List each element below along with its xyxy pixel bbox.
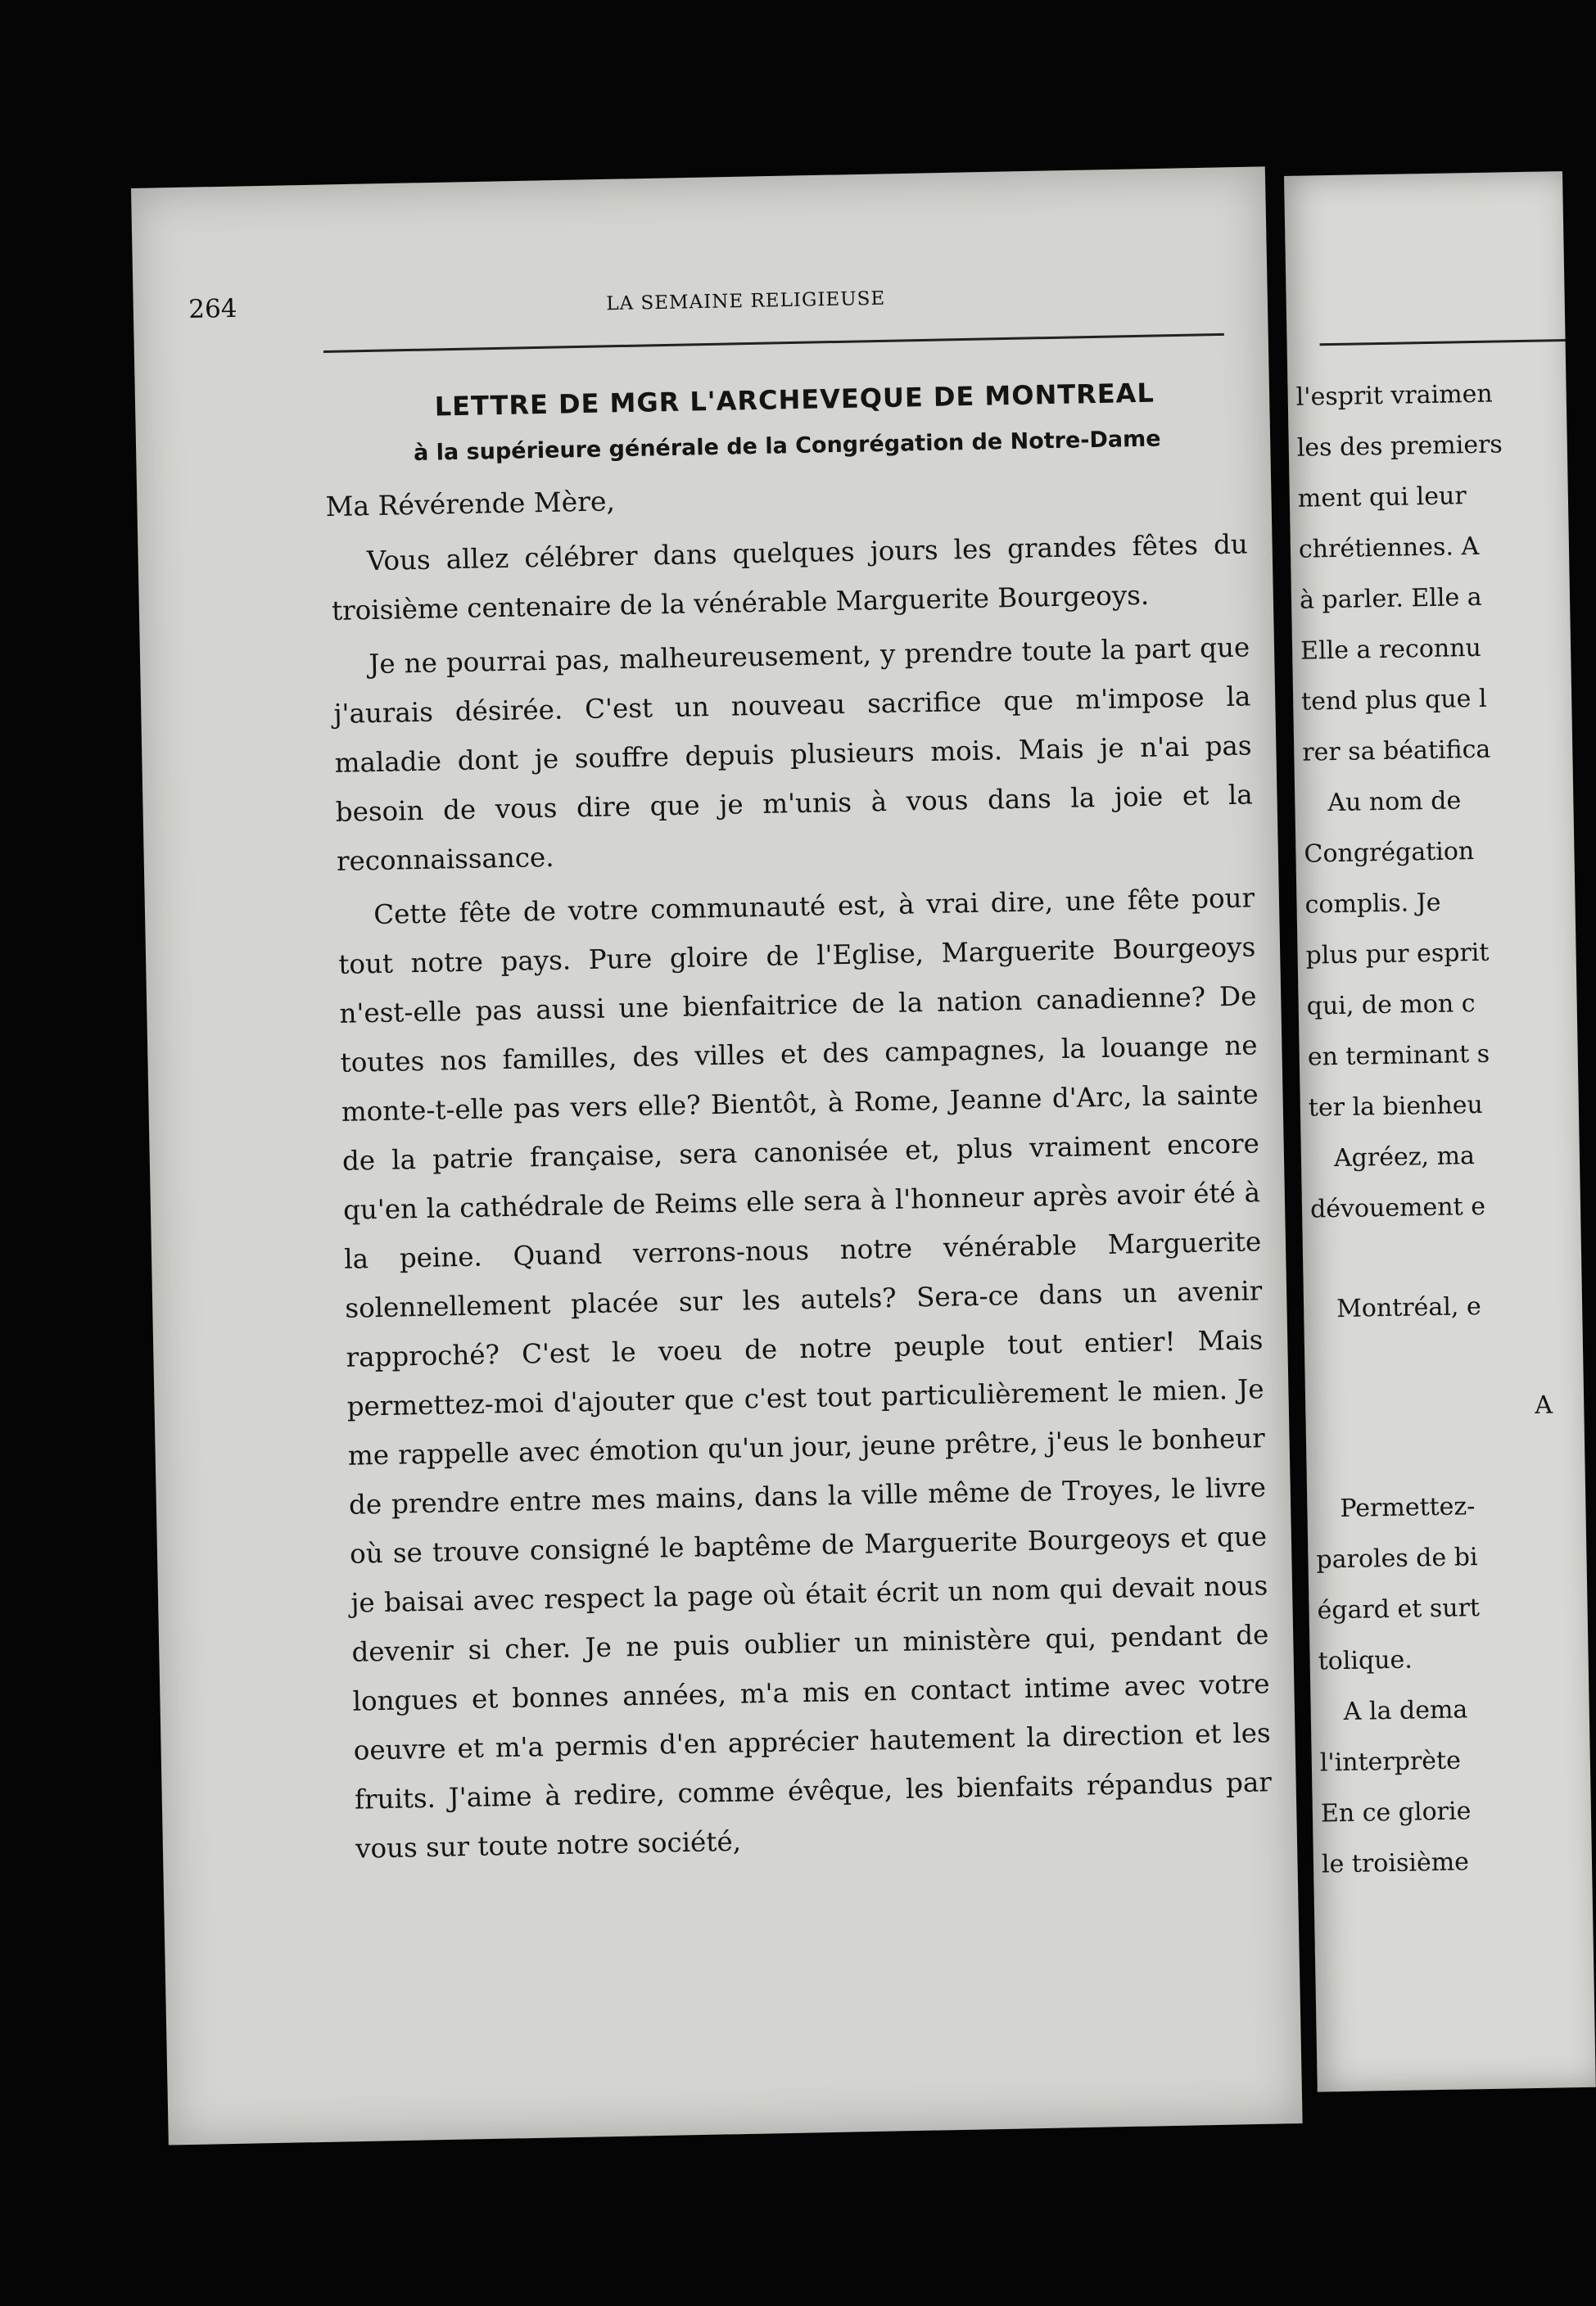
text-line: Elle a reconnu [1300,633,1482,666]
text-line: Au nom de [1327,786,1462,818]
text-line: l'esprit vraimen [1295,379,1494,412]
text-line: l'interprète [1319,1746,1462,1778]
right-header-rule [1320,339,1566,346]
text-line: tolique. [1318,1645,1413,1676]
right-page [1284,171,1596,2092]
text-line: qui, de mon c [1306,989,1476,1021]
letter-subtitle: à la supérieure générale de la Congrégation de Notre-Dame [413,426,1161,466]
right-page-text [1295,369,1567,1891]
text-line: ment qui leur [1297,482,1467,513]
text-line: Permettez- [1340,1492,1476,1524]
text-line: chrétiennes. A [1298,531,1480,564]
text-line: Montréal, e [1336,1292,1481,1324]
text-line: le troisième [1321,1847,1470,1879]
text-line: les des premiers [1296,430,1503,463]
text-line: en terminant s [1307,1039,1490,1072]
text-line: égard et surt [1317,1594,1481,1626]
salutation: Ma Révérende Mère, [325,485,616,523]
text-gap [1311,1231,1558,1284]
text-line: rer sa béatifica [1301,735,1491,767]
paragraph: Vous allez célébrer dans quelques jours les grandes fêtes du troisième centenaire de la vénérable Marguerite Bourgeoys. [331,528,1249,626]
text-gap [1314,1431,1561,1484]
text-line: ter la bienheu [1308,1090,1484,1123]
running-title: LA SEMAINE RELIGIEUSE [606,287,886,315]
text-line: à parler. Elle a [1299,582,1482,615]
text-line: tend plus que l [1300,684,1487,717]
text-line: En ce glorie [1320,1797,1472,1829]
text-line: Agréez, ma [1333,1142,1476,1173]
text-line: A la dema [1343,1695,1468,1727]
paragraph: Cette fête de votre communauté est, à vrai dire, une fête pour tout notre pays. Pure gloire de l'Eglise, Marguerite Bourgeoys n'est-elle pas aussi une bienfaitrice de la nation canadienne? De toutes nos familles, des villes et des campagnes, la louange ne monte-t-elle pas vers elle? Bientôt, à Rome, Jeanne d'Arc, la sainte de la patrie française, sera canonisée et, plus vraiment encore qu'en la cathédrale de Reims elle sera à l'honneur après avoir été à la peine. Quand verrons-nous notre vénérable Marguerite solennellement placée sur les autels? Sera-ce dans un avenir rapproché? C'est le voeu de notre peuple tout entier! Mais permettez-moi d'ajouter que c'est tout particulièrement le mien. Je me rappelle avec émotion qu'un jour, jeune prêtre, j'eus le bonheur de prendre entre mes mains, dans la ville même de Troyes, le livre où se trouve consigné le baptême de Marguerite Bourgeoys et que je baisai avec respect la page où était écrit un nom qui devait nous devenir si cher. Je ne puis oublier un ministère qui, pendant de longues et bonnes années, m'a mis en contact intime avec votre oeuvre et m'a permis d'en apprécier hautement la direction et les fruits. J'aime à redire, comme évêque, les bienfaits répandus par vous sur toute notre société, [338,882,1273,1865]
page-number: 264 [188,293,237,324]
paragraph: Je ne pourrai pas, malheureusement, y prendre toute la part que j'aurais désirée. C'est un nouveau sacrifice que m'impose la maladie dont je souffre depuis plusieurs mois. Mais je n'ai pas besoin de vous dire que je m'unis à vous dans la joie et la reconnaissance. [333,631,1253,877]
text-line: complis. Je [1304,888,1441,920]
letter-title: LETTRE DE MGR L'ARCHEVEQUE DE MONTREAL [434,377,1155,423]
letter [325,375,1273,1878]
text-line: plus pur esprit [1305,938,1490,970]
text-line: dévouement e [1309,1191,1486,1224]
text-gap [1313,1331,1559,1384]
text-line: A [1534,1390,1553,1420]
text-line: Congrégation [1304,837,1475,869]
text-line: paroles de bi [1316,1543,1478,1575]
